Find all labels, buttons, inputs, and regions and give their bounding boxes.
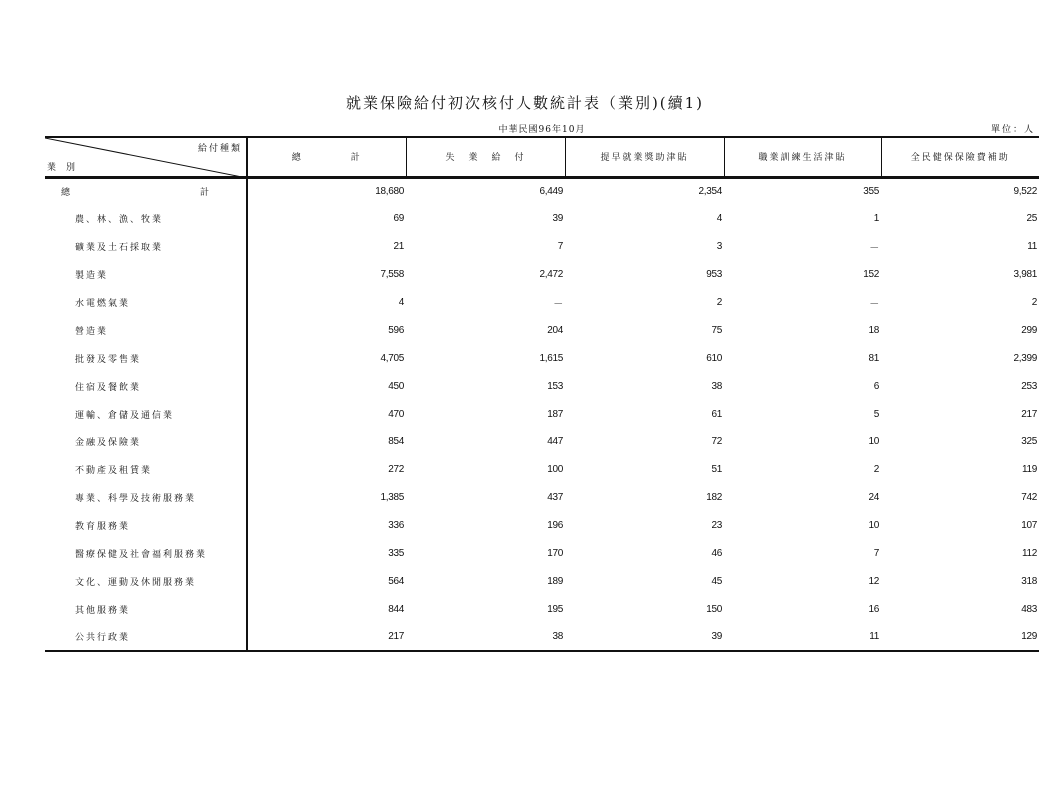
data-cell: 2,472 (539, 269, 563, 281)
statistics-table (45, 136, 1039, 652)
corner-header-cell (45, 137, 247, 177)
row-label: 不動產及租賃業 (45, 456, 247, 484)
data-cell: 355 (863, 186, 879, 198)
data-cell: 7,558 (380, 269, 404, 281)
data-cell: 51 (711, 464, 722, 476)
data-cell: 18 (868, 324, 879, 336)
total-row-label: 總 計 (61, 188, 211, 199)
data-cell: 318 (1021, 575, 1037, 587)
data-cell: 153 (547, 380, 563, 392)
page-title: 就業保險給付初次核付人數統計表（業別)(續1) (345, 94, 705, 112)
data-cell: 325 (1021, 436, 1037, 448)
data-cell: 854 (388, 436, 404, 448)
data-cell: 18,680 (375, 186, 404, 198)
data-cell: 2,354 (698, 186, 722, 198)
row-label: 營造業 (45, 316, 247, 344)
row-label: 文化、運動及休閒服務業 (45, 567, 247, 595)
table-row (45, 512, 1039, 540)
column-header-vocational-training-allowance: 職業訓練生活津貼 (724, 137, 881, 177)
table-row (45, 289, 1039, 317)
data-cell: 45 (711, 575, 722, 587)
data-cell: 119 (1021, 464, 1037, 476)
data-cell: 299 (1021, 324, 1037, 336)
data-cell: 447 (547, 436, 563, 448)
data-cell: 483 (1021, 603, 1037, 615)
data-cell: 10 (868, 436, 879, 448)
data-cell: 6 (873, 380, 879, 392)
data-cell: 195 (547, 603, 563, 615)
data-cell: 23 (711, 520, 722, 532)
data-cell: 150 (706, 603, 722, 615)
table-row (45, 595, 1039, 623)
data-cell: 3 (716, 241, 722, 253)
data-cell: 3,981 (1013, 269, 1037, 281)
row-label: 水電燃氣業 (45, 289, 247, 317)
data-cell: 4,705 (380, 352, 404, 364)
data-cell: 610 (706, 352, 722, 364)
data-cell: 129 (881, 623, 1039, 651)
table-row (45, 428, 1039, 456)
data-cell: 450 (388, 380, 404, 392)
data-cell: 187 (547, 408, 563, 420)
table-row (45, 344, 1039, 372)
row-label: 教育服務業 (45, 512, 247, 540)
row-label: 金融及保險業 (45, 428, 247, 456)
data-cell: 204 (547, 324, 563, 336)
data-cell: － (869, 243, 879, 255)
data-cell: 69 (393, 213, 404, 225)
data-cell: 189 (547, 575, 563, 587)
data-cell: 81 (868, 352, 879, 364)
row-label: 批發及零售業 (45, 344, 247, 372)
column-header-unemployment-benefit: 失業給付 (406, 137, 565, 177)
data-cell: 953 (706, 269, 722, 281)
data-cell: 2 (1031, 297, 1037, 308)
data-cell: 4 (716, 213, 722, 225)
column-header-health-insurance-subsidy: 全民健保保險費補助 (881, 137, 1039, 177)
data-cell: 72 (711, 436, 722, 448)
data-cell: 196 (547, 520, 563, 532)
data-cell: 39 (552, 213, 563, 225)
table-row (45, 233, 1039, 261)
row-label: 其他服務業 (45, 595, 247, 623)
data-cell: 1,615 (539, 352, 563, 364)
data-cell: 844 (388, 603, 404, 615)
data-cell: 11 (1027, 241, 1037, 253)
row-label: 專業、科學及技術服務業 (45, 484, 247, 512)
row-label: 製造業 (45, 261, 247, 289)
data-cell: 6,449 (539, 186, 563, 198)
data-cell: 152 (863, 269, 879, 281)
data-cell: 24 (868, 492, 879, 504)
data-cell: 61 (711, 408, 722, 420)
data-cell: 742 (1021, 492, 1037, 504)
data-cell: － (869, 299, 879, 310)
row-label (45, 177, 247, 205)
data-cell: 11 (724, 623, 881, 651)
data-cell: 2 (716, 297, 722, 308)
data-cell: 217 (247, 623, 406, 651)
data-cell: 7 (873, 548, 879, 560)
table-row (45, 400, 1039, 428)
table-header-row (45, 137, 1039, 177)
unit-label: 單位：人 (990, 125, 1035, 135)
data-cell: 564 (388, 575, 404, 587)
data-cell: 16 (868, 603, 879, 615)
table-body (45, 177, 1039, 651)
data-cell: 100 (547, 464, 563, 476)
data-cell: 217 (1021, 408, 1037, 420)
data-cell: 5 (873, 408, 879, 420)
data-cell: － (553, 299, 563, 310)
data-cell: 112 (1021, 548, 1037, 560)
row-label: 公共行政業 (45, 623, 247, 651)
table-row (45, 261, 1039, 289)
row-label: 住宿及餐飲業 (45, 372, 247, 400)
data-cell: 21 (393, 241, 404, 253)
data-cell: 12 (868, 575, 879, 587)
data-cell: 1 (873, 213, 879, 225)
data-cell: 10 (868, 520, 879, 532)
table-subheader (45, 122, 1039, 136)
table-row (45, 372, 1039, 400)
row-label: 運輸、倉儲及通信業 (45, 400, 247, 428)
data-cell: 39 (565, 623, 724, 651)
corner-header-bottom-label: 業別 (47, 162, 86, 173)
data-cell: 437 (547, 492, 563, 504)
table-row (45, 316, 1039, 344)
data-cell: 253 (1021, 380, 1037, 392)
table-row (45, 456, 1039, 484)
column-header-early-reemployment-allowance: 提早就業獎助津貼 (565, 137, 724, 177)
table-row (45, 484, 1039, 512)
table-row (45, 623, 1039, 651)
data-cell: 596 (388, 324, 404, 336)
data-cell: 107 (1021, 520, 1037, 532)
data-cell: 272 (388, 464, 404, 476)
data-cell: 4 (398, 297, 404, 308)
column-header-total: 總計 (247, 137, 406, 177)
data-cell: 75 (711, 324, 722, 336)
data-cell: 9,522 (1013, 186, 1037, 198)
corner-header-top-label: 給付種類 (197, 144, 242, 154)
report-period: 中華民國96年10月 (498, 125, 586, 135)
data-cell: 336 (388, 520, 404, 532)
data-cell: 46 (711, 548, 722, 560)
table-row (45, 205, 1039, 233)
data-cell: 1,385 (380, 492, 404, 504)
data-cell: 335 (388, 548, 404, 560)
row-label: 礦業及土石採取業 (45, 233, 247, 261)
data-cell: 470 (388, 408, 404, 420)
data-cell: 170 (547, 548, 563, 560)
table-row (45, 177, 1039, 205)
row-label: 醫療保健及社會福利服務業 (45, 540, 247, 568)
table-row (45, 540, 1039, 568)
data-cell: 7 (557, 241, 563, 253)
data-cell: 38 (406, 623, 565, 651)
table-row (45, 567, 1039, 595)
data-cell: 2 (873, 464, 879, 476)
data-cell: 182 (706, 492, 722, 504)
row-label: 農、林、漁、牧業 (45, 205, 247, 233)
data-cell: 2,399 (1013, 352, 1037, 364)
data-cell: 25 (1026, 213, 1037, 225)
data-cell: 38 (711, 380, 722, 392)
